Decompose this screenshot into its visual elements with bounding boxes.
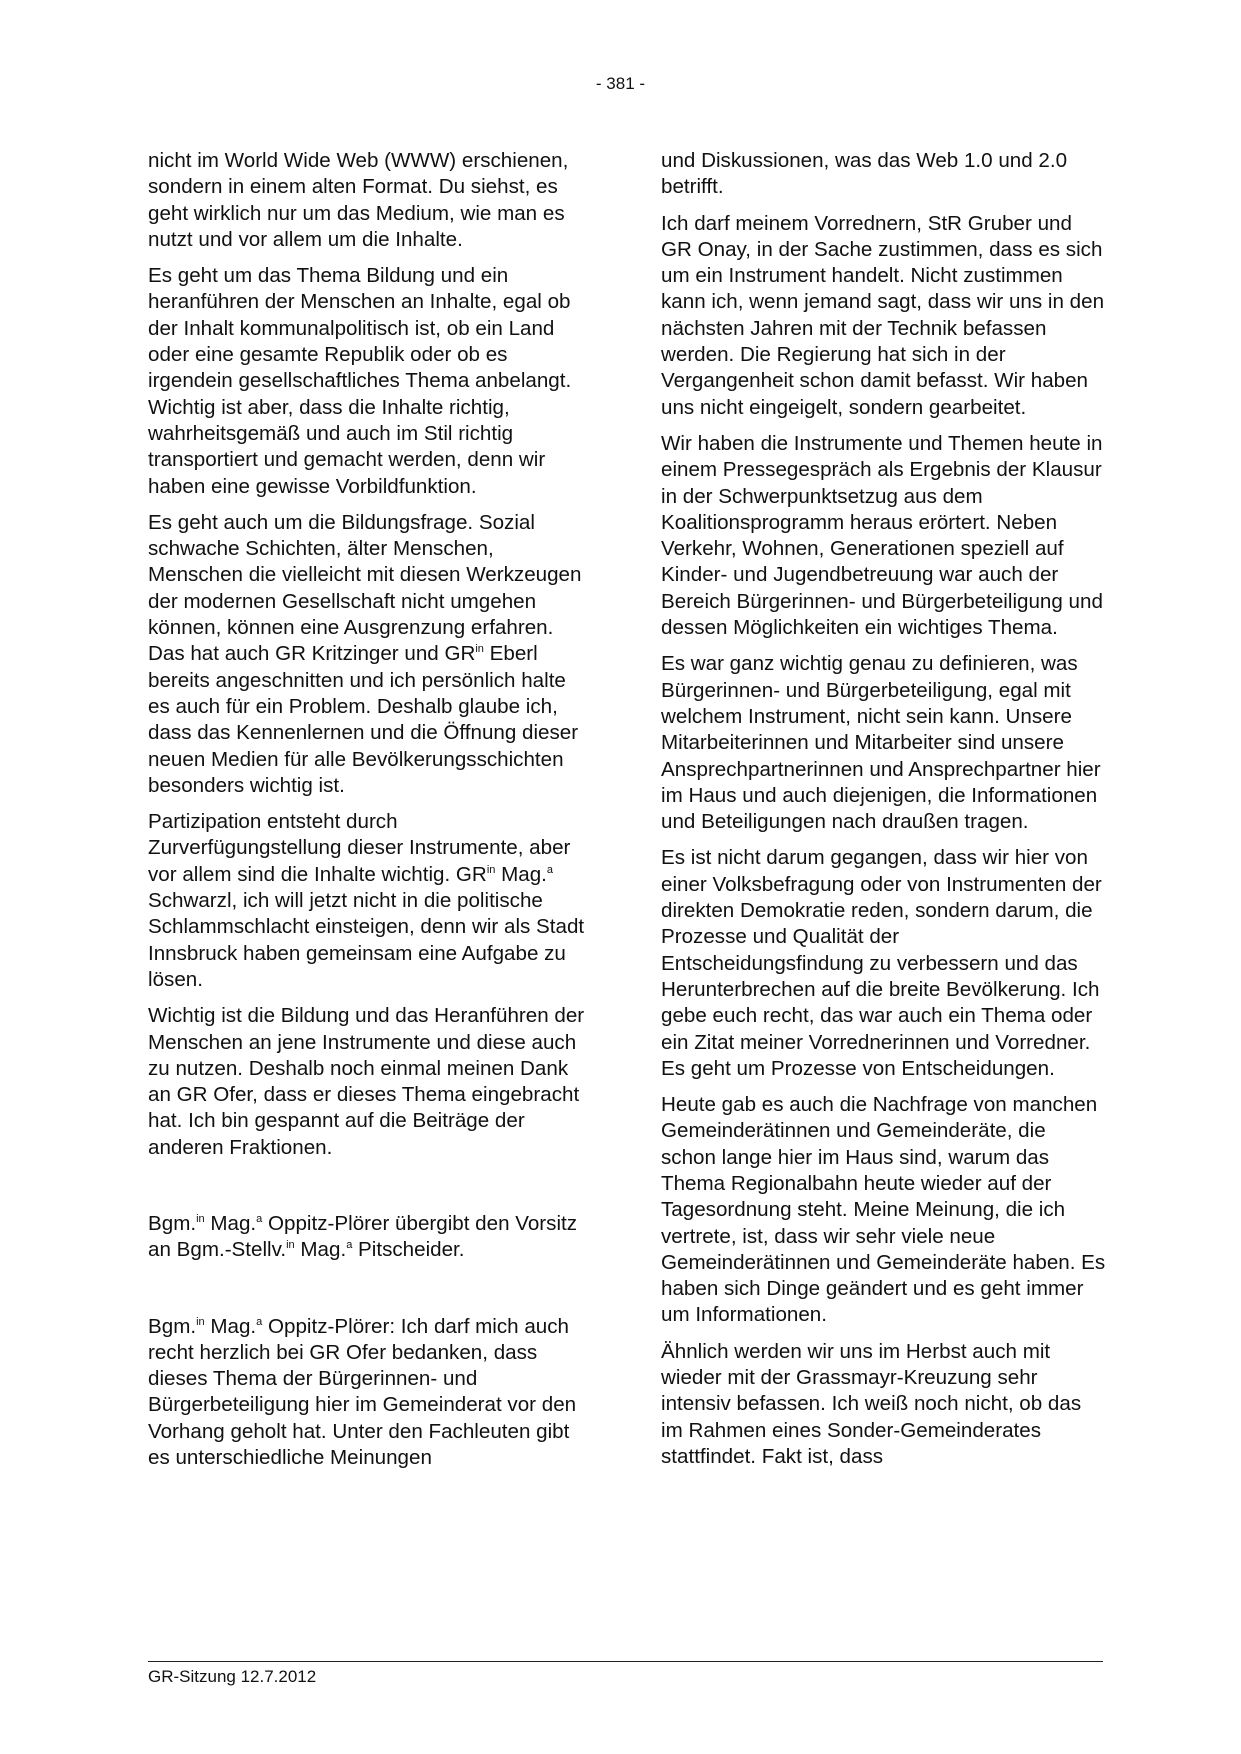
right-column [661,148,1106,1480]
paragraph: nicht im World Wide Web (WWW) erschienen, sondern in einem alten Format. Du siehst, es geht wirklich nur um das Medium, wie man es nutzt und vor allem um die Inhalte. [148,149,569,251]
paragraph: Heute gab es auch die Nachfrage von manchen Gemeinderätinnen und Gemeinderäte, die schon lange hier im Haus sind, warum das Thema Regionalbahn heute wieder auf der Tagesordnung steht. Meine Meinung, die ich vertrete, ist, dass wir sehr viele neue Gemeinderätinnen und Gemeinderäte haben. Es haben sich Dinge geändert und es geht immer um Informationen. [661,1093,1106,1327]
paragraph: Es war ganz wichtig genau zu definieren, was Bürgerinnen- und Bürgerbeteiligung, egal mit welchem Instrument, nicht sein kann. Unsere Mitarbeiterinnen und Mitarbeiter sind unsere Ansprechpartnerinnen und Ansprechpartner hier im Haus und auch diejenigen, die Informationen und Beteiligungen nach draußen tragen. [661,652,1101,834]
paragraph: Ähnlich werden wir uns im Herbst auch mit wieder mit der Grassmayr-Kreuzung sehr intensiv befassen. Ich weiß noch nicht, ob das im Rahmen eines Sonder-Gemeinderates stattfindet. Fakt ist, dass [661,1339,1082,1468]
footer-text: GR-Sitzung 12.7.2012 [148,1667,317,1686]
paragraph: Partizipation entsteht durch Zurverfügungstellung dieser Instrumente, aber vor allem sind die Inhalte wichtig. $GR^{in}$ Mag.$^a$ Schwarzl, ich will jetzt nicht in die politische Schlammschlacht einsteigen, denn wir als Stadt Innsbruck haben gemeinsam eine Aufgabe zu lösen. [148,810,585,991]
speaker-paragraph: Bgm.$^{in}$ Mag.$^a$ Oppitz-Plörer: Ich darf mich auch recht herzlich bei GR Ofer bedanken, dass dieses Thema der Bürgerinnen- und Bürgerbeteiligung hier im Gemeinderat vor den Vorhang geholt hat. Unter den Fachleuten gibt es unterschiedliche Meinungen [148,1314,577,1470]
page-number: - 381 - [595,74,646,93]
paragraph: und Diskussionen, was das Web 1.0 und 2.0 betrifft. [661,149,1068,199]
paragraph: Wichtig ist die Bildung und das Heranführen der Menschen an jene Instrumente und diese auch zu nutzen. Deshalb noch einmal meinen Dank an GR Ofer, dass er dieses Thema eingebracht hat. Ich bin gespannt auf die Beiträge der anderen Fraktionen. [148,1004,585,1159]
left-column [148,148,593,1481]
paragraph: Ich darf meinem Vorrednern, StR Gruber und GR Onay, in der Sache zustimmen, dass es sich um ein Instrument handelt. Nicht zustimmen kann ich, wenn jemand sagt, dass wir uns in den nächsten Jahren mit der Technik befassen werden. Die Regierung hat sich in der Vergangenheit schon damit befasst. Wir haben uns nicht eingeigelt, sondern gearbeitet. [661,211,1105,419]
paragraph: Es geht um das Thema Bildung und ein heranführen der Menschen an Inhalte, egal ob der Inhalt kommunalpolitisch ist, ob ein Land oder eine gesamte Republik oder ob es irgendein gesellschaftliches Thema anbelangt. Wichtig ist aber, dass die Inhalte richtig, wahrheitsgemäß und auch im Stil richtig transportiert und gemacht werden, denn wir haben eine gewisse Vorbildfunktion. [148,264,572,498]
paragraph: Es ist nicht darum gegangen, dass wir hier von einer Volksbefragung oder von Instrumenten der direkten Demokratie reden, sondern darum, die Prozesse und Qualität der Entscheidungsfindung zu verbessern und das Herunterbrechen auf die breite Bevölkerung. Ich gebe euch recht, das war auch ein Thema oder ein Zitat meiner Vorrednerinnen und Vorredner. Es geht um Prozesse von Entscheidungen. [661,846,1102,1080]
chair-handover-note: Bgm.$^{in}$ Mag.$^a$ Oppitz-Plörer übergibt den Vorsitz an Bgm.-Stellv.$^{in}$ Mag.$^a$ Pitscheider. [148,1211,578,1262]
paragraph: Wir haben die Instrumente und Themen heute in einem Pressegespräch als Ergebnis der Klausur in der Schwerpunktsetzug aus dem Koalitionsprogramm heraus erörtert. Neben Verkehr, Wohnen, Generationen speziell auf Kinder- und Jugendbetreuung war auch der Bereich Bürgerinnen- und Bürgerbeteiligung und dessen Möglichkeiten ein wichtiges Thema. [661,431,1103,640]
footer-divider [148,1661,1103,1662]
paragraph: Es geht auch um die Bildungsfrage. Sozial schwache Schichten, älter Menschen, Menschen die vielleicht mit diesen Werkzeugen der modernen Gesellschaft nicht umgehen können, können eine Ausgrenzung erfahren. Das hat auch GR Kritzinger und $GR^{in}$ Eberl bereits angeschnitten und ich persönlich halte es auch für ein Problem. Deshalb glaube ich, dass das Kennenlernen und die Öffnung dieser neuen Medien für alle Bevölkerungsschichten besonders wichtig ist. [148,510,582,797]
